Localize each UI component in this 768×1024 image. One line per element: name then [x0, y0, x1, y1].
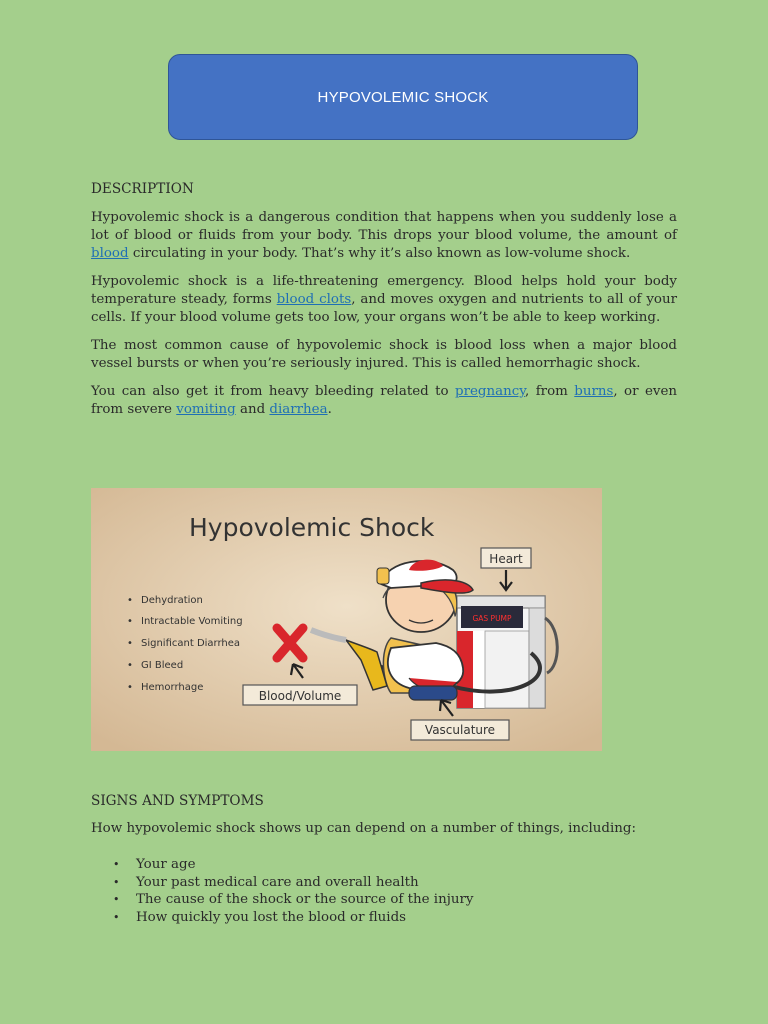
- cause-item: Intractable Vomiting: [141, 616, 243, 627]
- blood-clots-link[interactable]: blood clots: [276, 292, 352, 307]
- hypovolemic-shock-illustration: [91, 488, 602, 751]
- figure-title: Hypovolemic Shock: [189, 513, 435, 542]
- signs-heading: SIGNS AND SYMPTOMS: [91, 793, 264, 809]
- title-box: [168, 54, 638, 140]
- diarrhea-link[interactable]: diarrhea: [269, 402, 328, 417]
- cause-item: Hemorrhage: [141, 682, 204, 693]
- list-item: • Your age: [136, 856, 677, 874]
- vasculature-label: [411, 720, 509, 740]
- blood-link[interactable]: blood: [91, 246, 129, 261]
- signs-intro: How hypovolemic shock shows up can depend on a number of things, including:: [91, 821, 636, 836]
- gas-pump-label: GAS PUMP: [472, 614, 512, 623]
- cause-item: GI Bleed: [141, 660, 184, 671]
- list-item: • Your past medical care and overall health: [136, 874, 677, 892]
- cause-bullet-2: •: [127, 616, 133, 627]
- heart-label: [481, 548, 531, 568]
- list-item: • How quickly you lost the blood or fluids: [136, 909, 677, 927]
- vomiting-link[interactable]: vomiting: [176, 402, 236, 417]
- list-item: • The cause of the shock or the source of the injury: [136, 891, 677, 909]
- cause-bullet-1: •: [127, 595, 133, 606]
- description-section: [91, 180, 677, 429]
- cause-bullet-5: •: [127, 682, 133, 693]
- signs-section: [91, 792, 677, 926]
- description-paragraph-2: Hypovolemic shock is a life-threatening emergency. Blood helps hold your body temperature steady, forms blood clots, and moves oxygen and nutrients to all of your cells. If your blood volume gets too low, your organs won’t be able to keep working.: [91, 274, 678, 325]
- svg-text:Vasculature: Vasculature: [424, 723, 496, 737]
- pregnancy-link[interactable]: pregnancy: [455, 384, 526, 399]
- description-heading: DESCRIPTION: [91, 181, 194, 197]
- illustration-canvas: [91, 488, 602, 751]
- svg-text:Blood/Volume: Blood/Volume: [258, 689, 342, 703]
- blood-volume-label: [243, 685, 357, 705]
- description-paragraph-3: The most common cause of hypovolemic shock is blood loss when a major blood vessel bursts or when you’re seriously injured. This is called hemorrhagic shock.: [91, 338, 677, 371]
- cause-item: Significant Diarrhea: [141, 638, 241, 649]
- svg-text:Heart: Heart: [489, 552, 523, 566]
- burns-link[interactable]: burns: [574, 384, 614, 399]
- description-paragraph-1: Hypovolemic shock is a dangerous condition that happens when you suddenly lose a lot of blood or fluids from your body. This drops your blood volume, the amount of blood circulating in your body. That’s why it’s also known as low-volume shock.: [91, 210, 677, 261]
- description-paragraph-4: You can also get it from heavy bleeding related to pregnancy, from burns, or even from severe vomiting and diarrhea.: [91, 384, 677, 417]
- symptoms-list: [91, 856, 677, 926]
- cause-bullet-3: •: [127, 638, 133, 649]
- page-title: HYPOVOLEMIC SHOCK: [317, 88, 489, 106]
- cause-bullet-4: •: [127, 660, 133, 671]
- cause-item: Dehydration: [141, 595, 203, 606]
